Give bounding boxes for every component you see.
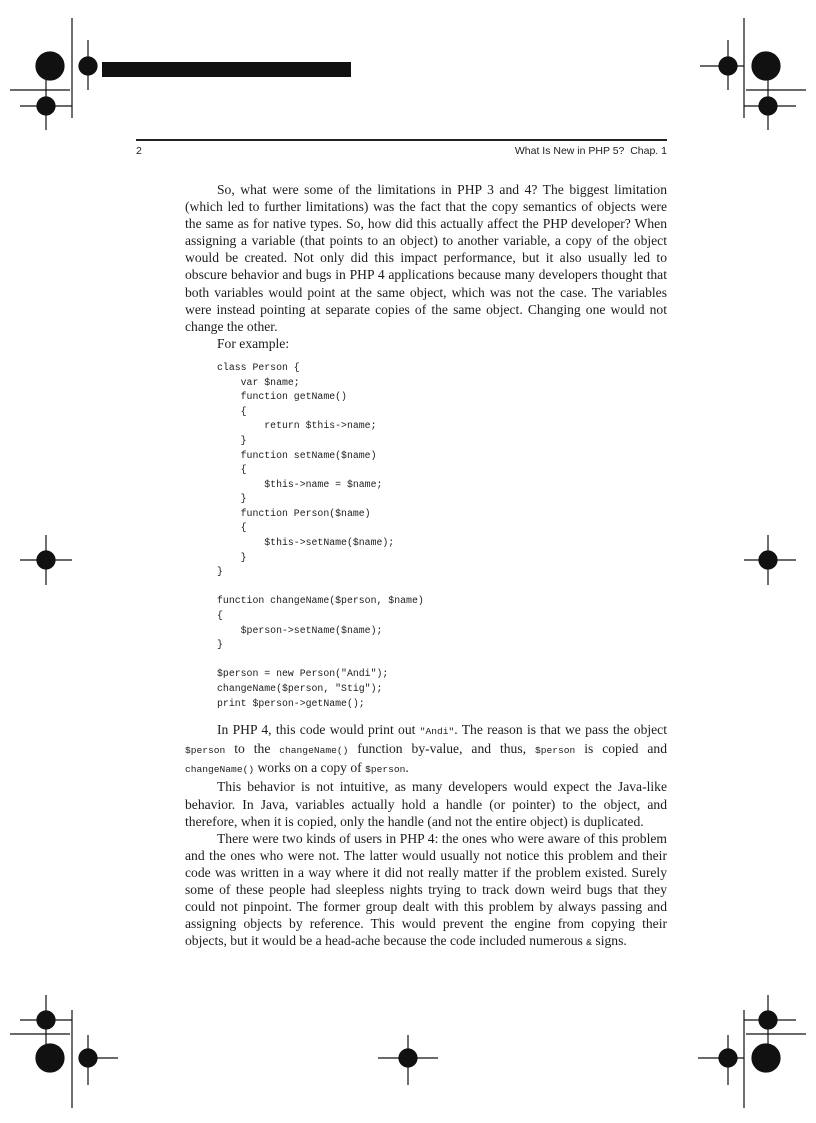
text-run: . bbox=[405, 760, 409, 776]
crop-target-icon bbox=[752, 52, 780, 80]
text-run: function by-value, and thus, bbox=[348, 741, 535, 757]
code-line: { bbox=[217, 610, 223, 622]
code-line: } bbox=[217, 551, 247, 563]
code-line: $person->setName($name); bbox=[217, 624, 383, 636]
code-line: } bbox=[217, 434, 247, 446]
text-run: signs. bbox=[592, 933, 627, 949]
code-line: function changeName($person, $name) bbox=[217, 595, 424, 607]
code-line: var $name; bbox=[217, 376, 300, 388]
code-line: } bbox=[217, 566, 223, 578]
inline-code: $person bbox=[185, 745, 226, 757]
text-run: . The reason is that we pass the object bbox=[454, 722, 667, 738]
paragraph-for-example: For example: bbox=[217, 335, 290, 351]
crop-target-icon bbox=[36, 52, 64, 80]
code-line: $this->name = $name; bbox=[217, 478, 383, 490]
code-line: function setName($name) bbox=[217, 449, 377, 461]
running-head: What Is New in PHP 5? Chap. 1 bbox=[514, 145, 667, 157]
bleed-bar bbox=[102, 62, 351, 77]
code-line: $this->setName($name); bbox=[217, 537, 395, 549]
text-run: In PHP 4, this code would print out bbox=[217, 722, 420, 738]
code-line: function getName() bbox=[217, 391, 347, 403]
text-run: to the bbox=[225, 741, 280, 757]
paragraph-two-kinds bbox=[185, 830, 667, 952]
inline-code: $person bbox=[534, 745, 576, 757]
code-line: function Person($name) bbox=[217, 507, 371, 519]
paragraph-limitations: So, what were some of the limitations in PHP 3 and 4? The biggest limitation (which led to further limitations) was the fact that the copy semantics of objects were the same as for native types. So, how did this actually affect the PHP developer? When assigning a variable (that points to an object) to another variable, a copy of the object would be created. Not only did this impact performance, but it also usually led to obscure behavior and bugs in PHP 4 applications because many developers thought that both variables would point at the same object, which was not the case. The variables were instead pointing at separate copies of the same object. Changing one would not change the other. bbox=[185, 182, 667, 334]
paragraph-java-behavior: This behavior is not intuitive, as many developers would expect the Java-like behavior. In Java, variables actually hold a handle (or pointer) to the object, and therefore, when it is copied, only the handle (and not the entire object) is duplicated. bbox=[185, 779, 667, 829]
text-run: works on a copy of bbox=[254, 760, 366, 776]
code-line: changeName($person, "Stig"); bbox=[217, 683, 383, 694]
text-run: There were two kinds of users in PHP 4: the ones who were aware of this problem and the ones who were not. The latter would usually not notice this problem and their code was written in a way where it did not really matter if the problem existed. Surely some of these people had sleepless nights trying to track down weird bugs that they could not pinpoint. The former group dealt with this problem by always passing and assigning objects by reference. This would prevent the engine from copying their objects, but it would be a head-ache because the code included numerous bbox=[185, 830, 667, 949]
code-line bbox=[217, 653, 667, 668]
inline-code: $person bbox=[365, 764, 406, 776]
code-line bbox=[217, 580, 667, 595]
page-body bbox=[185, 181, 667, 951]
inline-code: changeName() bbox=[185, 764, 255, 776]
paragraph-print-andi bbox=[185, 721, 667, 778]
code-line: } bbox=[217, 493, 247, 505]
crop-target-icon bbox=[36, 1044, 64, 1072]
code-line: } bbox=[217, 639, 223, 651]
text-run: is copied and bbox=[575, 741, 667, 757]
code-line: $person = new Person("Andi"); bbox=[217, 668, 389, 680]
page-number: 2 bbox=[136, 145, 142, 157]
code-line: { bbox=[217, 405, 247, 417]
code-line: return $this->name; bbox=[217, 420, 377, 432]
header-rule bbox=[136, 139, 667, 141]
inline-code: "Andi" bbox=[419, 726, 455, 738]
code-line: { bbox=[217, 522, 247, 534]
crop-target-icon bbox=[752, 1044, 780, 1072]
code-line: print $person->getName(); bbox=[217, 697, 365, 709]
code-line: { bbox=[217, 464, 247, 476]
code-line: class Person { bbox=[217, 361, 300, 373]
code-listing bbox=[217, 361, 667, 711]
inline-code: changeName() bbox=[279, 745, 349, 757]
inline-code: & bbox=[586, 937, 593, 949]
